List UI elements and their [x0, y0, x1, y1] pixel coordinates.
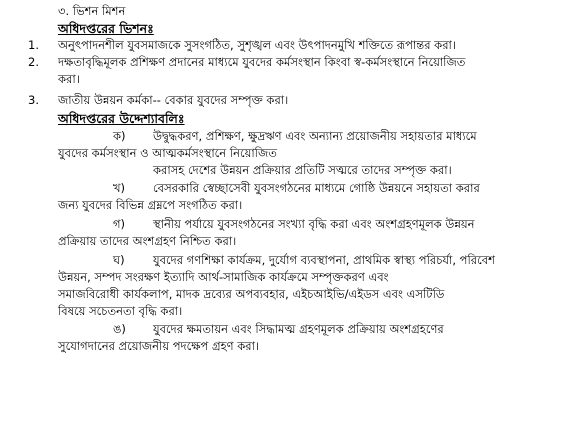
item-label: গ) — [113, 217, 126, 231]
item-number: 2. — [28, 55, 39, 69]
section-title: ৩. ভিশন মিশন — [58, 4, 126, 18]
item-label: খ) — [113, 181, 126, 195]
item-line: যুবদের ক্ষমতায়ন এবং সিদ্ধামত্ম গ্রহণমূলক প্রক্রিয়ায় অংশগ্রহণের — [153, 322, 444, 336]
item-line: বেসরকারি স্বেচ্ছাসেবী যুবসংগঠনের মাধ্যমে গোষ্ঠি উন্নয়নে সহায়তা করার — [153, 181, 480, 195]
item-line: উদ্বুদ্ধকরণ, প্রশিক্ষণ, ক্ষুদ্রঋণ এবং অন্যান্য প্রয়োজনীয় সহায়তার মাধ্যমে — [153, 129, 477, 143]
item-label: ঘ) — [113, 253, 125, 267]
objectives-heading: অধিদপ্তরের উদ্দেশ্যাবলিঃ — [58, 111, 185, 126]
item-number: 3. — [28, 93, 39, 107]
item-line: সমাজবিরোধী কার্যকলাপ, মাদক দ্রব্যের অপব্যবহার, এইচআইভি/এইডস এবং এসটিডি — [58, 287, 445, 301]
item-label: ঙ) — [113, 322, 126, 336]
item-number: 1. — [28, 38, 39, 52]
item-line: করা। — [58, 72, 80, 86]
item-line: করাসহ দেশের উন্নয়ন প্রক্রিয়ার প্রতিটি সত্মরে তাদের সম্পৃক্ত করা। — [153, 163, 452, 177]
item-line: বিষয়ে সচেতনতা বৃদ্ধি করা। — [58, 304, 183, 318]
vision-heading: অধিদপ্তরের ভিশনঃ — [58, 21, 154, 36]
item-line: জাতীয় উন্নয়ন কর্মকা-- বেকার যুবদের সম্পৃক্ত করা। — [58, 93, 289, 107]
item-line: সুযোগদানের প্রয়োজনীয় পদক্ষেপ গ্রহণ করা। — [58, 339, 260, 353]
item-line: উন্নয়ন, সম্পদ সংরক্ষণ ইত্যাদি আর্থ-সামাজিক কার্যক্রমে সম্পৃক্তকরণ এবং — [58, 270, 389, 284]
item-line: দক্ষতাবৃদ্ধিমূলক প্রশিক্ষণ প্রদানের মাধ্যমে যুবদের কর্মসংস্থান কিংবা স্ব-কর্মসংস্থানে নিয়োজিত — [58, 55, 466, 69]
item-line: জন্য যুবদের বিভিন্ন গ্রম্নপে সংগঠিত করা। — [58, 198, 243, 212]
item-line: স্থানীয় পর্যায়ে যুবসংগঠনের সংখ্যা বৃদ্ধি করা এবং অংশগ্রহণমূলক উন্নয়ন — [153, 217, 475, 231]
item-label: ক) — [113, 129, 126, 143]
item-line: অনুৎপাদনশীল যুবসমাজকে সুসংগঠিত, সুশৃঙ্খল এবং উৎপাদনমুখি শক্তিতে রূপান্তর করা। — [58, 38, 457, 52]
item-line: প্রক্রিয়ায় তাদের অংশগ্রহণ নিশ্চিত করা। — [58, 234, 237, 248]
item-line: যুবদের গণশিক্ষা কার্যক্রম, দুর্যোগ ব্যবস্থাপনা, প্রাথমিক স্বাস্থ্য পরিচর্যা, পরিবেশ — [153, 253, 495, 267]
item-line: যুবদের কর্মসংস্থান ও আত্মকর্মসংস্থানে নিয়োজিত — [58, 146, 277, 160]
